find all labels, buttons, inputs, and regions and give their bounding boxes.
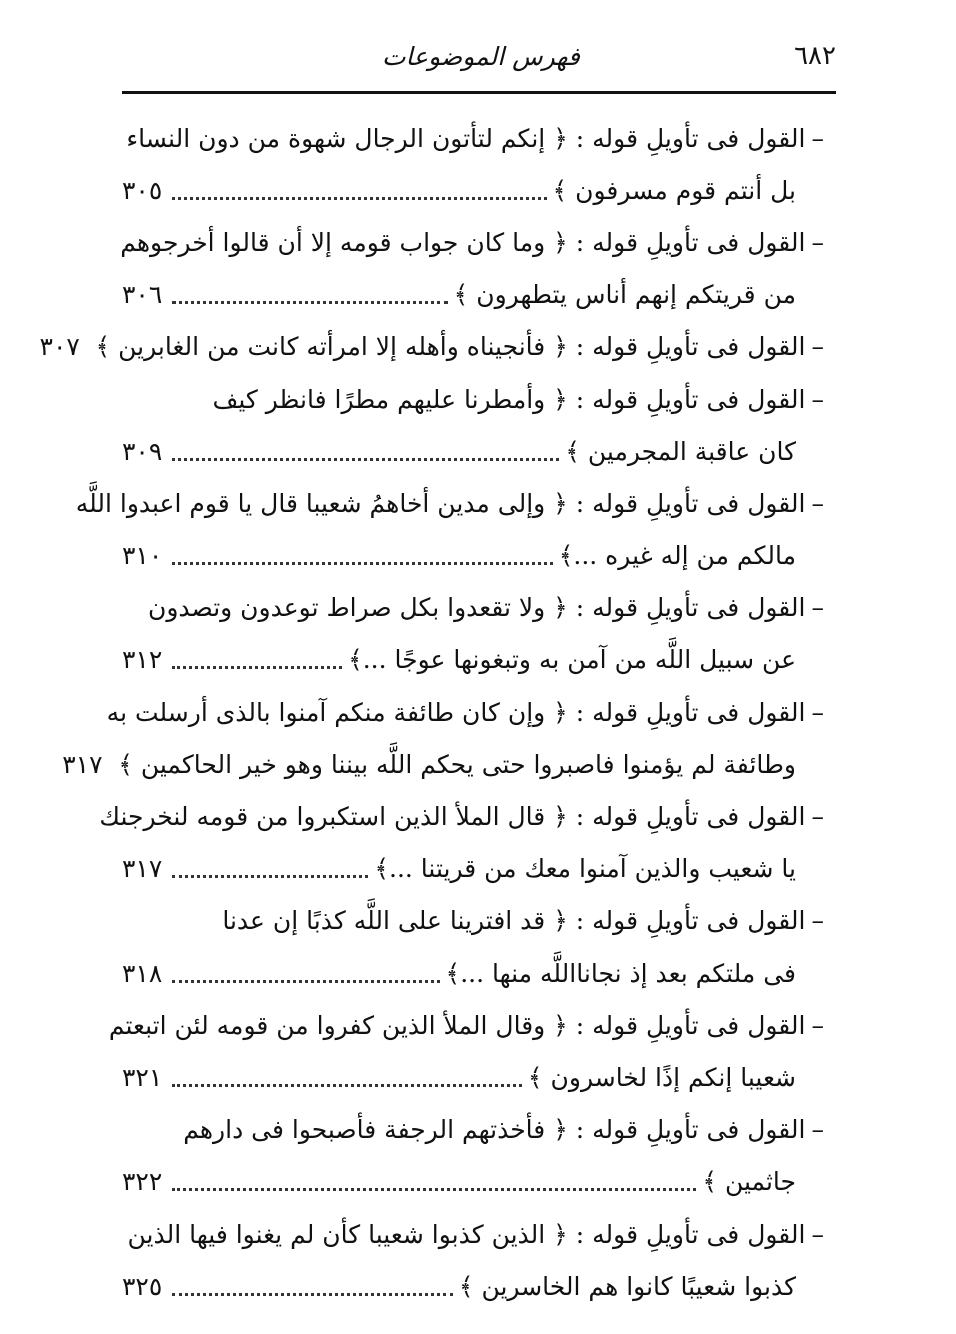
toc-entry-line [122, 582, 836, 634]
entry-dash: – [811, 593, 824, 623]
toc-entry-continuation [122, 269, 836, 321]
entry-dash: – [811, 488, 824, 518]
leader-dots [172, 666, 342, 669]
entry-title: القول فى تأويلِ قوله : ﴿ وأمطرنا عليهم مطرًا فانظر كيف [212, 384, 806, 414]
toc-entry-line [106, 686, 836, 738]
entry-title-continued: يا شعيب والذين آمنوا معك من قريتنا ...﴾ [374, 854, 796, 884]
toc-entry-line [75, 477, 836, 529]
toc-entry-line [108, 999, 836, 1051]
entry-title-continued: بل أنتم قوم مسرفون ﴾ [552, 175, 796, 205]
toc-entry-continuation [122, 634, 836, 686]
leader-dots [172, 1188, 696, 1191]
toc-entry-continuation [122, 947, 836, 999]
entry-page-number: ٣٢١ [122, 1062, 163, 1092]
entry-dash: – [811, 1010, 824, 1040]
entry-title: القول فى تأويلِ قوله : ﴿ وإن كان طائفة منكم آمنوا بالذى أرسلت به [106, 697, 806, 727]
toc-entry-line [122, 373, 836, 425]
entry-title-continued: كذبوا شعيبًا كانوا هم الخاسرين ﴾ [458, 1271, 796, 1301]
leader-dots [172, 301, 448, 304]
entry-page-number: ٣٠٥ [122, 175, 163, 205]
leader-dots [172, 562, 553, 565]
entry-title: القول فى تأويلِ قوله : ﴿ وما كان جواب قومه إلا أن قالوا أخرجوهم [120, 227, 806, 257]
toc-entry-line [122, 1104, 836, 1156]
entry-page-number: ٣٢٢ [122, 1167, 163, 1197]
entry-title-continued: مالكم من إله غيره ...﴾ [558, 541, 796, 571]
entry-page-number: ٣٢٥ [122, 1271, 163, 1301]
toc-entry-line [122, 895, 836, 947]
entry-page-number: ٣١٢ [122, 645, 163, 675]
toc-entry-line [122, 112, 836, 164]
entry-title-continued: شعيبا إنكم إذًا لخاسرون ﴾ [527, 1062, 796, 1092]
toc-entry-continuation [122, 1051, 836, 1103]
entry-dash: – [811, 332, 824, 362]
entry-dash: – [811, 906, 824, 936]
entry-title-continued: وطائفة لم يؤمنوا فاصبروا حتى يحكم اللَّه بيننا وهو خير الحاكمين ﴾ [118, 749, 796, 779]
toc-entry-line [122, 216, 836, 268]
page-number: ٦٨٢ [794, 41, 836, 71]
leader-dots [172, 458, 559, 461]
toc-entry-continuation [122, 425, 836, 477]
entry-title: القول فى تأويلِ قوله : ﴿ ولا تقعدوا بكل صراط توعدون وتصدون [147, 593, 806, 623]
entry-title: القول فى تأويلِ قوله : ﴿ وقال الملأ الذين كفروا من قومه لئن اتبعتم [108, 1010, 806, 1040]
header-rule [122, 91, 836, 94]
entry-page-number: ٣١٧ [122, 854, 163, 884]
toc-entry-line [122, 1208, 836, 1260]
entry-dash: – [811, 384, 824, 414]
running-title: فهرس الموضوعات [382, 41, 580, 71]
entry-title-continued: فى ملتكم بعد إذ نجانااللَّه منها ...﴾ [445, 958, 796, 988]
page-header [122, 36, 836, 76]
toc-entry-continuation [122, 530, 836, 582]
entry-title: القول فى تأويلِ قوله : ﴿ الذين كذبوا شعيبا كأن لم يغنوا فيها الذين [127, 1219, 806, 1249]
entry-dash: – [811, 802, 824, 832]
entry-page-number: ٣٠٧ [39, 332, 80, 362]
toc-entries [39, 112, 836, 1312]
entry-title-continued: من قريتكم إنهم أناس يتطهرون ﴾ [453, 280, 796, 310]
entry-dash: – [811, 1115, 824, 1145]
leader-dots [172, 1293, 453, 1296]
leader-dots [172, 875, 368, 878]
toc-entry-continuation [122, 1156, 836, 1208]
toc-entry-continuation [122, 1260, 836, 1312]
leader-dots [172, 197, 547, 200]
toc-entry-continuation [122, 164, 836, 216]
leader-dots [172, 1084, 522, 1087]
entry-page-number: ٣١٧ [62, 749, 103, 779]
entry-title: القول فى تأويلِ قوله : ﴿ قال الملأ الذين استكبروا من قومه لنخرجنك [99, 802, 806, 832]
entry-page-number: ٣١٨ [122, 958, 163, 988]
entry-title-continued: جاثمين ﴾ [702, 1167, 796, 1197]
entry-title-continued: عن سبيل اللَّه من آمن به وتبغونها عوجًا ...﴾ [348, 645, 796, 675]
toc-entry-line [99, 790, 836, 842]
entry-title: القول فى تأويلِ قوله : ﴿ فأنجيناه وأهله إلا امرأته كانت من الغابرين ﴾ [95, 332, 806, 362]
entry-dash: – [811, 697, 824, 727]
entry-dash: – [811, 123, 824, 153]
entry-title: القول فى تأويلِ قوله : ﴿ إنكم لتأتون الرجال شهوة من دون النساء [126, 123, 806, 153]
toc-entry-continuation [122, 843, 836, 895]
entry-title-continued: كان عاقبة المجرمين ﴾ [565, 436, 796, 466]
entry-dash: – [811, 227, 824, 257]
toc-entry-continuation [62, 738, 836, 790]
entry-title: القول فى تأويلِ قوله : ﴿ قد افترينا على اللَّه كذبًا إن عدنا [222, 906, 806, 936]
entry-page-number: ٣١٠ [122, 541, 163, 571]
entry-title: القول فى تأويلِ قوله : ﴿ فأخذتهم الرجفة فأصبحوا فى دارهم [183, 1115, 806, 1145]
leader-dots [172, 980, 440, 983]
entry-title: القول فى تأويلِ قوله : ﴿ وإلى مدين أخاهمُ شعيبا قال يا قوم اعبدوا اللَّه [75, 488, 806, 518]
toc-entry-line [39, 321, 836, 373]
entry-page-number: ٣٠٦ [122, 280, 163, 310]
entry-dash: – [811, 1219, 824, 1249]
entry-page-number: ٣٠٩ [122, 436, 163, 466]
